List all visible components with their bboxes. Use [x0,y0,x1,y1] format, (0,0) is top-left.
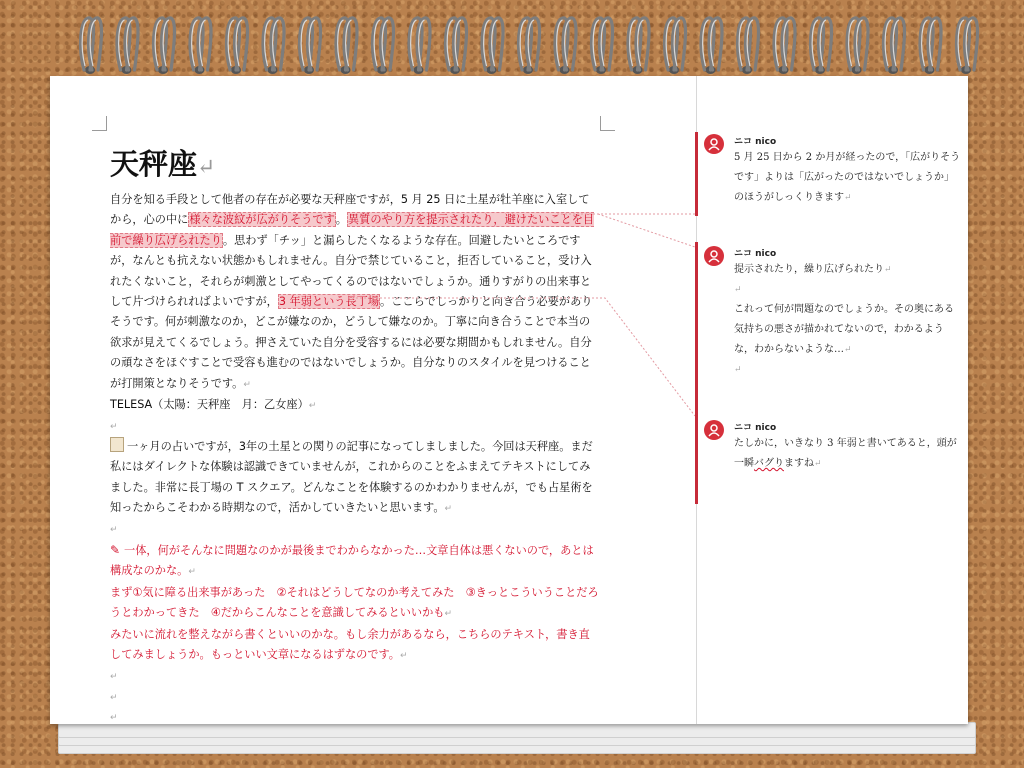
binding-ring [592,18,613,74]
comment-author: ニコ nico [734,423,777,433]
paragraph-notes[interactable]: 一ヶ月の占いですが，3年の土星との関りの記事になってしましました。今回は天秤座。まだ私にはダイレクトな体験は認識できていませんが，これからのことをふまえてテキストにしてみました。非常に長丁場の T スクエア。どんなことを体験するのかわかりませんが，でも占星術を知ったからこそわかる時期なので，活かしていきたいと思います。↵ [110,437,600,520]
comment-text: 5 月 25 日から 2 か月が経ったので，「広がりそうです」よりは「広がったのではないでしょうか」のほうがしっくりきます↵ [734,152,961,203]
user-avatar-icon [704,420,724,440]
binding-ring [336,18,357,74]
comment-author: ニコ nico [734,249,777,259]
binding-ring [446,18,467,74]
pen-icon: ✎ [110,542,121,557]
binding-ring [117,18,138,74]
empty-line: ↵ [110,692,118,703]
comment-card[interactable] [704,420,964,500]
empty-line: ↵ [110,422,118,433]
connector-line-3 [348,298,695,416]
user-avatar-icon [704,246,724,266]
highlight-long-term[interactable]: 3 年弱という長丁場 [278,295,380,309]
signature-line[interactable]: TELESA（太陽：天秤座 月：乙女座）↵ [110,398,317,412]
binding-ring [920,18,941,74]
comment-card[interactable] [704,134,964,224]
binding-ring [373,18,394,74]
binding-ring [154,18,175,74]
feedback-line-2[interactable]: まず①気に障る出来事があった ②それはどうしてなのか考えてみた ③きっとこういうことだろうとわかってきた ④だからこんなことを意識してみるといいかも↵ [110,585,599,620]
paragraph-horoscope[interactable]: 自分を知る手段として他者の存在が必要な天秤座ですが，5 月 25 日に土星が牡羊座に入室してから，心の中に様々な波紋が広がりそうです。異質のやり方を提示されたり，避けたいことを目前で繰り広げられたり。思わず「チッ」と漏らしたくなるような存在。回避したいところですが，なんとも抗えない状態かもしれません。自分で禁じていること，拒否していること，受け入れたくないこと，それらが刺激としてやってくるのではないでしょうか。通りすがりの出来事として片づけられればよいですが，3 年弱という長丁場。ここらでしっかりと向き合う必要がありそうです。何が刺激なのか，どこが嫌なのか，どうして嫌なのか。丁寧に向き合うことで本当の欲求が見えてくるでしょう。押さえていた自分を受容するには必要な期間かもしれません。自分の頑なさをほぐすことで受容も進むのではないでしょうか。自分なりのスタイルを見つけることが打開策となりそうです。↵ [110,193,595,390]
comment-text: たしかに，いきなり 3 年弱と書いてあると，頭が一瞬バグりますね↵ [734,438,957,469]
empty-line: ↵ [110,525,118,536]
empty-line: ↵ [110,672,118,683]
binding-ring [701,18,722,74]
document-title[interactable]: 天秤座↵ [110,147,216,181]
feedback-line-1[interactable]: ✎ 一体，何がそんなに問題なのかが最後までわからなかった…文章自体は悪くないので，あとは構成なのかな。↵ [110,540,600,583]
highlight-ripples[interactable]: 様々な波紋が広がりそうです [189,213,335,227]
comment-bar-3 [695,412,698,504]
comment-author: ニコ nico [734,137,777,147]
binding-ring [628,18,649,74]
binding-ring [774,18,795,74]
notebook-page [50,76,968,724]
feedback-line-3[interactable]: みたいに流れを整えながら書くといいのかな。もし余力があるなら，こちらのテキスト，書き直してみましょうか。もっといい文章になるはずなのです。↵ [110,627,590,661]
highlight-presented[interactable]: 異質のやり方を提示されたり，避けたいことを目前で繰り広げられたり [110,213,595,247]
binding-ring [665,18,686,74]
spellcheck-underline[interactable]: バグり [754,458,784,469]
binding-ring [519,18,540,74]
binding-ring [300,18,321,74]
binding-ring [957,18,978,74]
binding-ring [847,18,868,74]
binding-ring [263,18,284,74]
binding-ring [81,18,102,74]
binding-ring [555,18,576,74]
binding-ring [190,18,211,74]
comment-bar-1 [695,132,698,216]
binding-ring [884,18,905,74]
user-avatar-icon [704,134,724,154]
comment-card[interactable] [704,246,964,416]
binding-ring [227,18,248,74]
comment-bar-2 [695,242,698,414]
connector-line-2 [598,214,695,247]
binding-ring [738,18,759,74]
comment-text: 提示されたり，繰り広げられたり↵ ↵ これって何が問題なのでしょうか。その奥にある気持ちの悪さが描かれてないので，わかるような，わからないような…↵ ↵ [734,264,954,375]
binding-ring [811,18,832,74]
binding-ring [482,18,503,74]
spiral-binding [0,0,1024,80]
empty-line: ↵ [110,713,118,724]
binding-ring [409,18,430,74]
